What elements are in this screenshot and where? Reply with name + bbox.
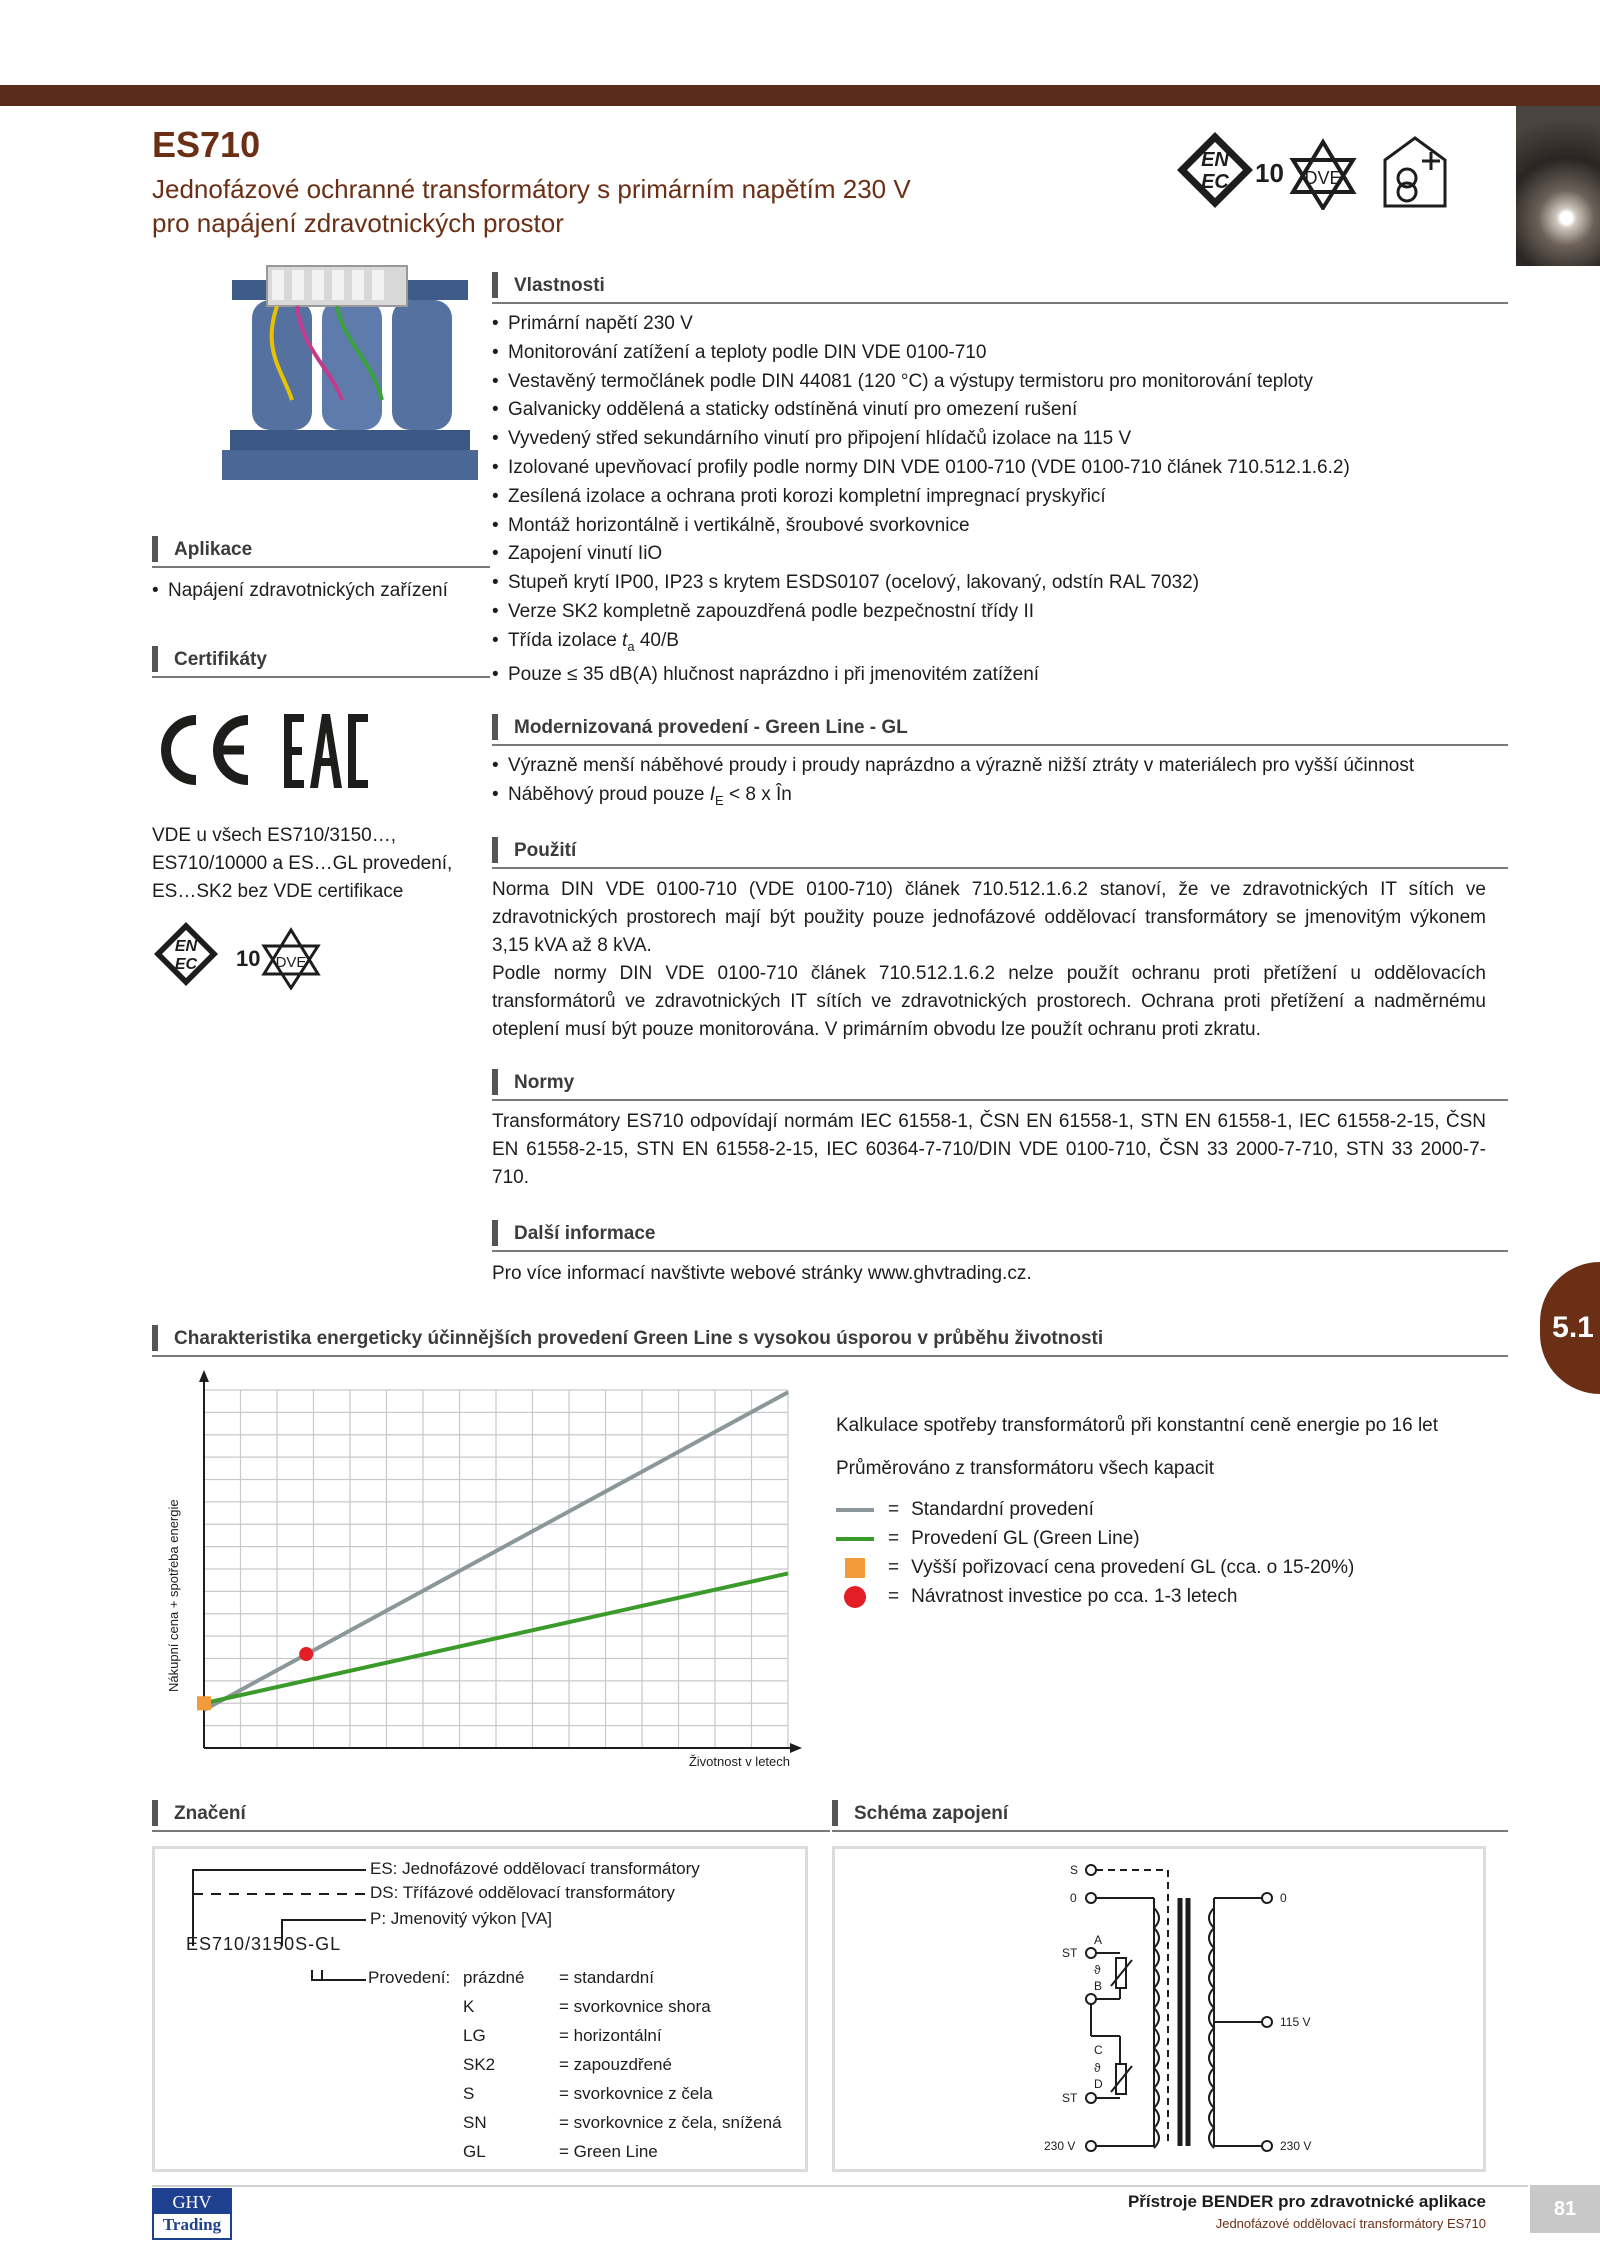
- vde-mark-icon: [264, 930, 318, 988]
- znaceni-option-row: SK2 = zapouzdřené: [463, 2055, 672, 2074]
- pouziti-heading: Použití: [492, 837, 1508, 869]
- x-axis-arrow-icon: [790, 1743, 802, 1753]
- ce-eac-marks: [152, 710, 372, 794]
- label-115v: 115 V: [1280, 2015, 1311, 2029]
- znaceni-option-row: LG = horizontální: [463, 2026, 662, 2045]
- dalsi-text: Pro více informací navštivte webové stránky www.ghvtrading.cz.: [492, 1263, 1032, 1284]
- product-subtitle: [152, 172, 1152, 240]
- aplikace-item: • Napájení zdravotnických zařízení: [152, 577, 448, 606]
- vlastnosti-list: [492, 310, 1350, 690]
- header-cert-marks: [1175, 130, 1493, 210]
- subtitle-line-2: pro napájení zdravotnických prostor: [152, 208, 564, 238]
- znaceni-option-row: prázdné = standardní: [463, 1968, 654, 1987]
- top-bar: [0, 85, 1600, 106]
- chart-series: [197, 1392, 788, 1710]
- label-st-1: ST: [1062, 1946, 1078, 1960]
- label-s: S: [1070, 1863, 1079, 1877]
- vlastnosti-item: • Primární napětí 230 V: [492, 310, 1350, 339]
- ghv-logo: [152, 2188, 232, 2240]
- marker-higher-price-square: [197, 1696, 211, 1710]
- vlastnosti-heading: Vlastnosti: [492, 272, 1508, 304]
- znaceni-options: [463, 1968, 782, 2171]
- enec-mark-icon: [1177, 132, 1253, 208]
- vlastnosti-item: • Vyvedený střed sekundárního vinutí pro připojení hlídačů izolace na 115 V: [492, 425, 1350, 454]
- certifikaty-marks: [152, 920, 367, 990]
- aplikace-heading: Aplikace: [152, 536, 490, 568]
- znaceni-code: ES710/3150S-GL: [186, 1934, 342, 1954]
- vlastnosti-item: • Pouze ≤ 35 dB(A) hlučnost naprázdno i při jmenovitém zatížení: [492, 661, 1350, 690]
- vde-mark-icon: [1293, 142, 1353, 208]
- legend-standard: = Standardní provedení: [836, 1499, 1094, 1521]
- vlastnosti-item: • Galvanicky oddělená a staticky odstíněná vinutí pro omezení rušení: [492, 396, 1350, 425]
- znaceni-p: P: Jmenovitý výkon [VA]: [370, 1909, 553, 1928]
- certifikaty-heading: Certifikáty: [152, 646, 490, 678]
- vlastnosti-item-izolace: • Třída izolace $t_a$ 40/B: [492, 627, 1350, 662]
- page-number: 81: [1530, 2185, 1600, 2233]
- svg-text:EC: EC: [174, 956, 198, 973]
- legend-payback: = Návratnost investice po cca. 1-3 letech: [836, 1586, 1237, 1608]
- enec-number: 10: [1255, 158, 1284, 188]
- dalsi-heading: Další informace: [492, 1220, 1508, 1252]
- label-zero-right: 0: [1280, 1891, 1287, 1905]
- vlastnosti-item: • Izolované upevňovací profily podle normy DIN VDE 0100-710 (VDE 0100-710 článek 710.512.1.6.2): [492, 454, 1350, 483]
- vlastnosti-item: • Montáž horizontálně i vertikálně, šroubové svorkovnice: [492, 512, 1350, 541]
- chart-heading: Charakteristika energeticky účinnějších provedení Green Line s vysokou úsporou v průběhu životnosti: [152, 1325, 1508, 1357]
- znaceni-heading: Značení: [152, 1800, 830, 1832]
- znaceni-option-row: SN = svorkovnice z čela, snížená: [463, 2113, 782, 2132]
- marker-payback-point: [299, 1647, 313, 1661]
- product-title: ES710: [152, 124, 261, 165]
- wiring-diagram: [832, 1846, 1486, 2172]
- chart-note-2: Průměrováno z transformátoru všech kapacit: [836, 1458, 1215, 1479]
- footer-title: Přístroje BENDER pro zdravotnické aplikace: [1127, 2192, 1486, 2211]
- normy-heading: Normy: [492, 1069, 1508, 1101]
- legend-red-dot-icon: [844, 1586, 866, 1608]
- corner-photo: [1516, 106, 1600, 266]
- label-c: C: [1094, 2043, 1103, 2057]
- vlastnosti-item: • Zapojení vinutí IiO: [492, 540, 1350, 569]
- enec-mark-icon: [154, 922, 218, 986]
- chapter-tab: 5.1: [1540, 1262, 1600, 1394]
- footer-rule: [152, 2185, 1528, 2187]
- legend-line-green-icon: [836, 1537, 874, 1541]
- svg-text:DVE: DVE: [1304, 168, 1342, 188]
- znaceni-option-row: K = svorkovnice shora: [463, 1997, 711, 2016]
- legend-higher-price: = Vyšší pořizovací cena provedení GL (cca. o 15-20%): [836, 1557, 1354, 1579]
- label-230v-right: 230 V: [1280, 2139, 1312, 2153]
- y-axis-arrow-icon: [199, 1370, 209, 1382]
- pouziti-paragraph-1: Norma DIN VDE 0100-710 (VDE 0100-710) článek 710.512.1.6.2 stanoví, že ve zdravotnických IT sítích ve zdravotnických prostorech mají být použity pouze jednofázové oddělovací transformátory se jmenovitým výkonem 3,15 kVA až 8 kVA.: [492, 879, 1486, 956]
- znaceni-ds: DS: Třífázové oddělovací transformátory: [370, 1883, 675, 1902]
- chart-xlabel: Životnost v letech: [688, 1754, 790, 1769]
- schema-heading: Schéma zapojení: [832, 1800, 1508, 1832]
- label-theta-1: ϑ: [1094, 1963, 1101, 1977]
- safety-transformer-symbol-icon: [1385, 138, 1445, 206]
- green-line-heading: Modernizovaná provedení - Green Line - GL: [492, 714, 1508, 746]
- aplikace-list: [152, 577, 448, 606]
- transformer-photo: [222, 260, 478, 486]
- ghv-logo-top: GHV: [154, 2190, 230, 2214]
- ce-mark-icon: [166, 720, 248, 780]
- green-line-item: • Výrazně menší náběhové proudy i proudy naprázdno a výrazně nižší ztráty v materiálech pro vyšší účinnost: [492, 752, 1414, 781]
- chart-ylabel: Nákupní cena + spotřeba energie: [166, 1499, 181, 1692]
- subtitle-line-1: Jednofázové ochranné transformátory s primárním napětím 230 V: [152, 174, 911, 204]
- vlastnosti-item: • Stupeň krytí IP00, IP23 s krytem ESDS0107 (ocelový, lakovaný, odstín RAL 7032): [492, 569, 1350, 598]
- svg-text:DVE: DVE: [275, 954, 307, 971]
- normy-text: Transformátory ES710 odpovídají normám IEC 61558-1, ČSN EN 61558-1, STN EN 61558-1, IEC 61558-2-15, ČSN EN 61558-2-15, STN EN 61558-2-15, IEC 60364-7-710/DIN VDE 0100-710, ČSN 33 2000-7-710, STN 33 2000-7-710.: [492, 1111, 1486, 1188]
- vlastnosti-item: • Monitorování zatížení a teploty podle DIN VDE 0100-710: [492, 339, 1350, 368]
- green-line-list: [492, 752, 1414, 815]
- legend-line-gray-icon: [836, 1508, 874, 1512]
- svg-text:EN: EN: [174, 938, 198, 955]
- lifetime-cost-chart: [152, 1368, 812, 1780]
- znaceni-option-row: GL = Green Line: [463, 2142, 658, 2161]
- pouziti-paragraph-2: Podle normy DIN VDE 0100-710 článek 710.512.1.6.2 nelze použít ochranu proti přetížení u oddělovacích transformátorů ve zdravotnických IT sítích ve zdravotnických prostorech. Ochrana proti přetížení a nadměrnému oteplení musí být pouze monitorována. V primárním obvodu lze použít ochranu proti zkratu.: [492, 963, 1486, 1040]
- vlastnosti-item: • Verze SK2 kompletně zapouzdřená podle bezpečnostní třídy II: [492, 598, 1350, 627]
- label-theta-2: ϑ: [1094, 2061, 1101, 2075]
- vlastnosti-item: • Zesílená izolace a ochrana proti korozi kompletní impregnací pryskyřicí: [492, 483, 1350, 512]
- footer-sub: Jednofázové oddělovací transformátory ES710: [1215, 2216, 1486, 2231]
- label-st-2: ST: [1062, 2091, 1078, 2105]
- svg-text:EN: EN: [1201, 149, 1229, 171]
- ghv-logo-bottom: Trading: [162, 2215, 222, 2234]
- legend-orange-square-icon: [845, 1558, 865, 1578]
- label-a: A: [1094, 1933, 1103, 1947]
- legend-green-line: = Provedení GL (Green Line): [836, 1528, 1140, 1550]
- green-line-item-inrush: • Náběhový proud pouze $I_E < 8$ x În: [492, 781, 1414, 816]
- znaceni-provedeni: Provedení:: [368, 1968, 451, 1987]
- znaceni-option-row: S = svorkovnice z čela: [463, 2084, 713, 2103]
- svg-text:EC: EC: [1201, 171, 1229, 193]
- label-b: B: [1094, 1979, 1103, 1993]
- certifikaty-note: VDE u všech ES710/3150…, ES710/10000 a ES…GL provedení, ES…SK2 bez VDE certifikace: [152, 825, 453, 902]
- vlastnosti-item: • Vestavěný termočlánek podle DIN 44081 (120 °C) a výstupy termistoru pro monitorování teploty: [492, 368, 1350, 397]
- label-d: D: [1094, 2077, 1103, 2091]
- eac-mark-icon: [284, 714, 368, 788]
- label-230v-left: 230 V: [1044, 2139, 1076, 2153]
- chart-note-1: Kalkulace spotřeby transformátorů při konstantní ceně energie po 16 let: [836, 1415, 1439, 1436]
- znaceni-es: ES: Jednofázové oddělovací transformátory: [370, 1859, 700, 1878]
- enec-number: 10: [236, 946, 261, 971]
- label-zero-left: 0: [1070, 1891, 1077, 1905]
- chart-grid: [204, 1390, 788, 1748]
